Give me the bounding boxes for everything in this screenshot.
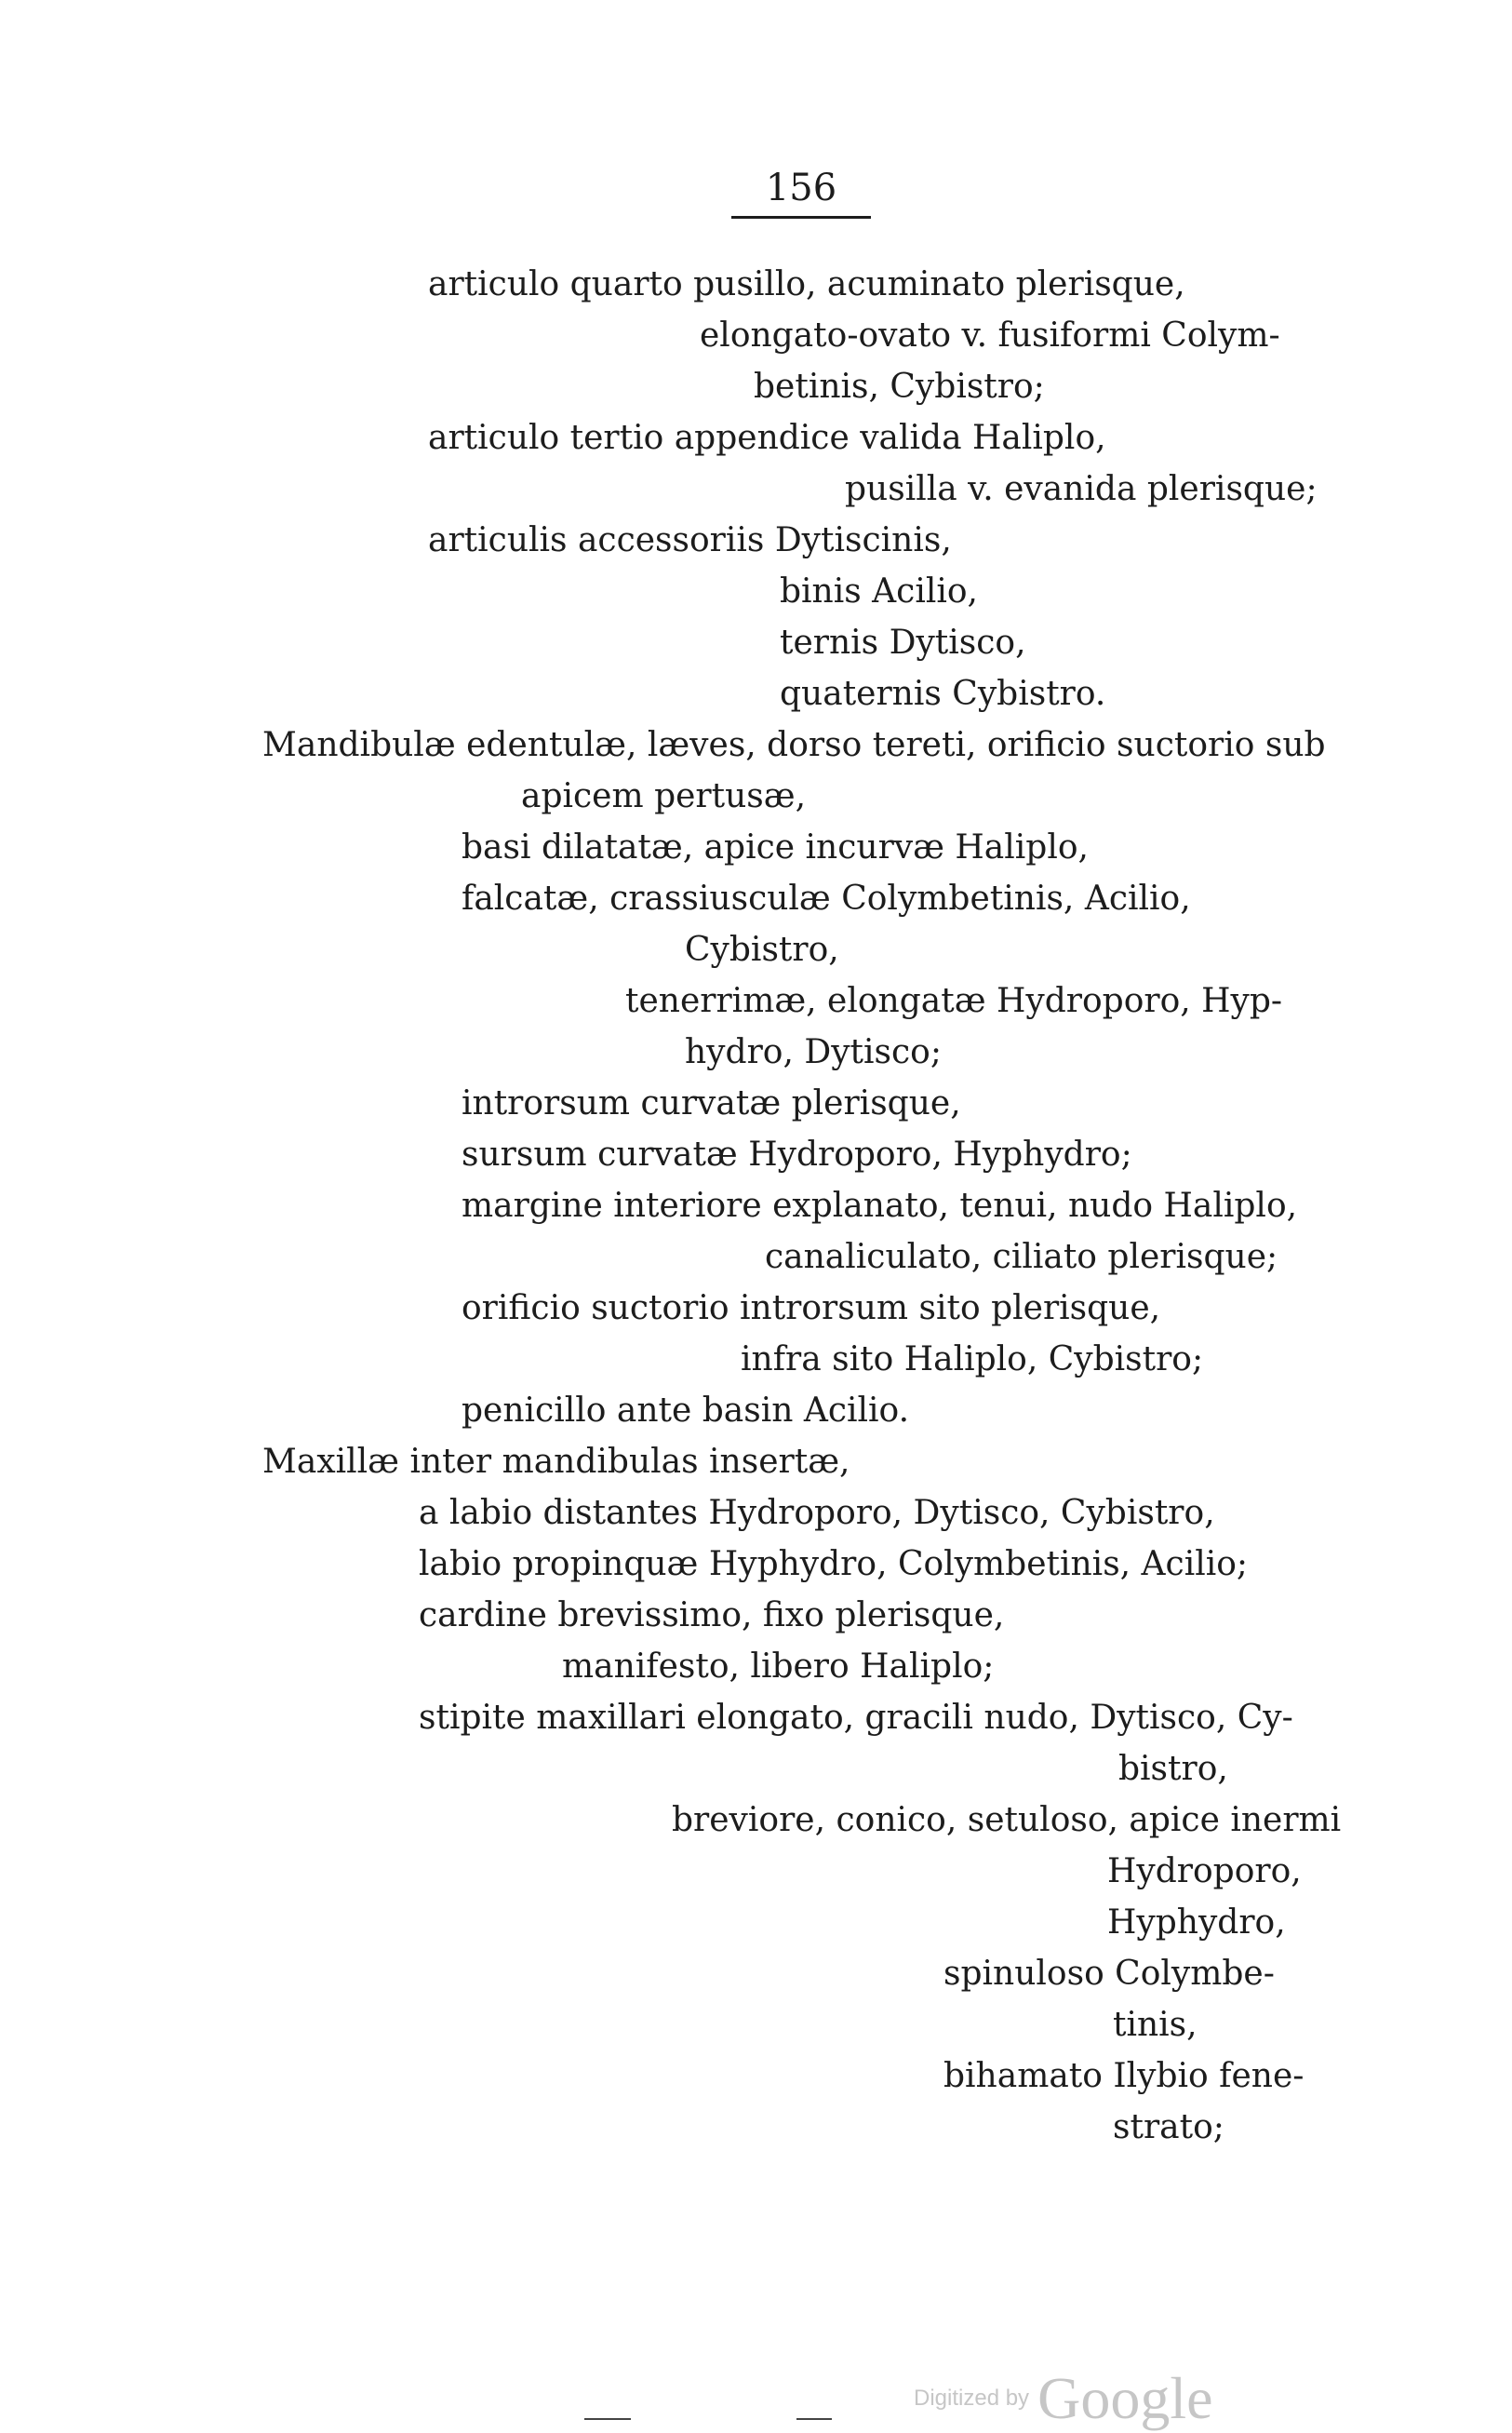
- text-line: falcatæ, crassiusculæ Colymbetinis, Acilio,: [462, 880, 1191, 918]
- text-line: introrsum curvatæ plerisque,: [462, 1084, 961, 1122]
- text-line: spinuloso Colymbe-: [943, 1955, 1275, 1993]
- text-line: ternis Dytisco,: [780, 624, 1026, 662]
- text-line: articulo quarto pusillo, acuminato plerisque,: [428, 265, 1185, 303]
- scan-mark: [584, 2418, 631, 2420]
- text-line: margine interiore explanato, tenui, nudo Haliplo,: [462, 1187, 1298, 1225]
- text-line: binis Acilio,: [780, 572, 978, 611]
- text-line: bihamato Ilybio fene-: [943, 2057, 1305, 2095]
- text-line: tinis,: [1113, 2006, 1198, 2044]
- digitized-watermark: [914, 2364, 1213, 2433]
- text-line: Maxillæ inter mandibulas insertæ,: [262, 1443, 850, 1481]
- text-line: pusilla v. evanida plerisque;: [845, 470, 1318, 508]
- text-line: apicem pertusæ,: [521, 777, 807, 815]
- text-line: sursum curvatæ Hydroporo, Hyphydro;: [462, 1136, 1132, 1174]
- text-line: betinis, Cybistro;: [754, 368, 1045, 406]
- text-line: cardine brevissimo, fixo plerisque,: [419, 1596, 1005, 1634]
- text-line: bistro,: [1118, 1750, 1228, 1788]
- text-line: a labio distantes Hydroporo, Dytisco, Cybistro,: [419, 1494, 1215, 1532]
- google-logo: Google: [1037, 2365, 1213, 2431]
- text-line: tenerrimæ, elongatæ Hydroporo, Hyp-: [625, 982, 1283, 1020]
- text-line: breviore, conico, setuloso, apice inermi: [672, 1801, 1342, 1839]
- text-line: infra sito Haliplo, Cybistro;: [741, 1340, 1204, 1378]
- text-line: orificio suctorio introrsum sito plerisque,: [462, 1289, 1161, 1327]
- text-line: articulis accessoriis Dytiscinis,: [428, 521, 952, 559]
- text-line: elongato-ovato v. fusiformi Colym-: [700, 316, 1280, 355]
- text-line: basi dilatatæ, apice incurvæ Haliplo,: [462, 828, 1089, 867]
- text-line: Cybistro,: [685, 931, 839, 969]
- text-line: penicillo ante basin Acilio.: [462, 1391, 910, 1430]
- text-line: labio propinquæ Hyphydro, Colymbetinis, Acilio;: [419, 1545, 1249, 1583]
- text-line: manifesto, libero Haliplo;: [562, 1647, 995, 1686]
- text-line: hydro, Dytisco;: [685, 1033, 942, 1071]
- scan-mark: [796, 2418, 832, 2420]
- text-line: canaliculato, ciliato plerisque;: [765, 1238, 1278, 1276]
- text-line: Mandibulæ edentulæ, læves, dorso tereti, orificio suctorio sub: [262, 726, 1326, 764]
- text-line: Hyphydro,: [1107, 1903, 1286, 1942]
- text-line: articulo tertio appendice valida Haliplo,: [428, 419, 1106, 457]
- text-line: strato;: [1113, 2108, 1224, 2146]
- page-number: 156: [731, 166, 871, 219]
- text-line: stipite maxillari elongato, gracili nudo, Dytisco, Cy-: [419, 1699, 1293, 1737]
- watermark-prefix: Digitized by: [914, 2386, 1030, 2411]
- text-line: quaternis Cybistro.: [780, 675, 1106, 713]
- text-line: Hydroporo,: [1107, 1852, 1302, 1890]
